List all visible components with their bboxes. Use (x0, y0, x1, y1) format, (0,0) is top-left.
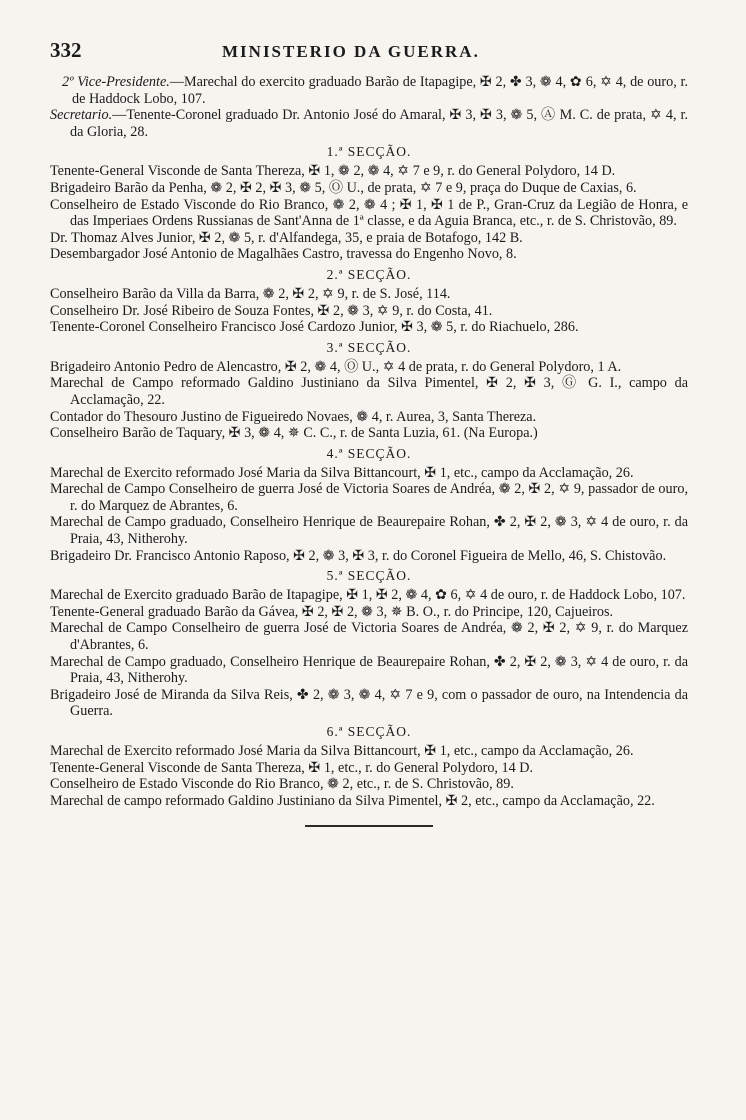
section-heading: 1.ª SECÇÃO. (326, 144, 412, 160)
entry-text: —Tenente-Coronel graduado Dr. Antonio José do Amaral, ✠ 3, ✠ 3, ❁ 5, Ⓐ M. C. de prata, ✡ 4, r. da Gloria, 28. (70, 107, 688, 140)
section-2 (50, 265, 688, 336)
member-entry: Brigadeiro Dr. Francisco Antonio Raposo, ✠ 2, ❁ 3, ✠ 3, r. do Coronel Figueira de Mello, 46, S. Chistovão. (50, 547, 667, 564)
section-3 (50, 338, 688, 442)
member-entry: Conselheiro Dr. José Ribeiro de Souza Fontes, ✠ 2, ❁ 3, ✡ 9, r. do Costa, 41. (50, 302, 493, 319)
member-entry: Conselheiro de Estado Visconde do Rio Branco, ❁ 2, ❁ 4 ; ✠ 1, ✠ 1 de P., Gran-Cruz da Legião de Honra, e das Imperiaes Ordens Russianas de Sant'Anna de 1ª classe, e da Aguia Branca, etc., r. de S. Christovão, 89. (50, 196, 688, 230)
end-rule-divider (305, 825, 433, 827)
member-entry: Conselheiro de Estado Visconde do Rio Branco, ❁ 2, etc., r. de S. Christovão, 89. (50, 776, 514, 793)
member-entry: Marechal de Campo Conselheiro de guerra José de Victoria Soares de Andréa, ❁ 2, ✠ 2, ✡ 9, passador de ouro, r. do Marquez de Abrantes, 6. (50, 481, 688, 514)
member-entry: Tenente-Coronel Conselheiro Francisco José Cardozo Junior, ✠ 3, ❁ 5, r. do Riachuelo, 286. (50, 319, 579, 336)
member-entry: Contador do Thesouro Justino de Figueiredo Novaes, ❁ 4, r. Aurea, 3, Santa Thereza. (50, 408, 537, 425)
section-heading: 3.ª SECÇÃO. (326, 339, 412, 355)
running-title: MINISTERIO DA GUERRA. (222, 42, 480, 61)
section-heading: 4.ª SECÇÃO. (326, 445, 412, 461)
entry-text: —Marechal do exercito graduado Barão de Itapagipe, ✠ 2, ✤ 3, ❁ 4, ✿ 6, ✡ 4, de ouro, r. de Haddock Lobo, 107. (72, 74, 688, 107)
member-entry: Marechal de Exercito reformado José Maria da Silva Bittancourt, ✠ 1, etc., campo da Acclamação, 26. (50, 743, 634, 759)
member-entry: Conselheiro Barão de Taquary, ✠ 3, ❁ 4, ✵ C. C., r. de Santa Luzia, 61. (Na Europa.) (50, 425, 538, 442)
member-entry: Marechal de Exercito graduado Barão de Itapagipe, ✠ 1, ✠ 2, ❁ 4, ✿ 6, ✡ 4 de ouro, r. de Haddock Lobo, 107. (50, 587, 686, 604)
page-number: 332 (50, 38, 82, 62)
member-entry: Tenente-General Visconde de Santa Thereza, ✠ 1, etc., r. do General Polydoro, 14 D. (50, 759, 534, 776)
member-entry: Brigadeiro José de Miranda da Silva Reis, ✤ 2, ❁ 3, ❁ 4, ✡ 7 e 9, com o passador de ouro, na Intendencia da Guerra. (50, 686, 688, 720)
member-entry: Marechal de Campo graduado, Conselheiro Henrique de Beaurepaire Rohan, ✤ 2, ✠ 2, ❁ 3, ✡ 4 de ouro, r. da Praia, 43, Nitherohy. (50, 653, 688, 687)
section-6 (50, 722, 688, 809)
role-label: 2º Vice-Presidente. (62, 74, 170, 90)
member-entry: Brigadeiro Antonio Pedro de Alencastro, ✠ 2, ❁ 4, Ⓞ U., ✡ 4 de prata, r. do General Polydoro, 1 A. (50, 358, 622, 375)
member-entry: Marechal de campo reformado Galdino Justiniano da Silva Pimentel, ✠ 2, etc., campo da Acclamação, 22. (50, 792, 655, 809)
member-entry: Brigadeiro Barão da Penha, ❁ 2, ✠ 2, ✠ 3, ❁ 5, Ⓞ U., de prata, ✡ 7 e 9, praça do Duque de Caxias, 6. (50, 179, 637, 196)
section-heading: 6.ª SECÇÃO. (326, 724, 412, 739)
secretary-entry (50, 107, 688, 140)
section-heading: 5.ª SECÇÃO. (326, 568, 412, 584)
role-label: Secretario. (50, 107, 113, 124)
vice-president-entry (60, 74, 688, 107)
member-entry: Desembargador José Antonio de Magalhães Castro, travessa do Engenho Novo, 8. (50, 246, 517, 263)
member-entry: Marechal de Campo graduado, Conselheiro Henrique de Beaurepaire Rohan, ✤ 2, ✠ 2, ❁ 3, ✡ 4 de ouro, r. da Praia, 43, Nitherohy. (50, 514, 688, 548)
member-entry: Dr. Thomaz Alves Junior, ✠ 2, ❁ 5, r. d'Alfandega, 35, e praia de Botafogo, 142 B. (50, 229, 523, 246)
member-entry: Marechal de Exercito reformado José Maria da Silva Bittancourt, ✠ 1, etc., campo da Acclamação, 26. (50, 464, 634, 481)
section-4 (50, 444, 688, 565)
section-1 (50, 142, 688, 263)
member-entry: Marechal de Campo Conselheiro de guerra José de Victoria Soares de Andréa, ❁ 2, ✠ 2, ✡ 9, r. do Marquez d'Abrantes, 6. (50, 620, 688, 654)
member-entry: Conselheiro Barão da Villa da Barra, ❁ 2, ✠ 2, ✡ 9, r. de S. José, 114. (50, 285, 451, 302)
section-heading: 2.ª SECÇÃO. (326, 266, 412, 282)
member-entry: Marechal de Campo reformado Galdino Justiniano da Silva Pimentel, ✠ 2, ✠ 3, Ⓖ G. I., campo da Acclamação, 22. (50, 375, 688, 408)
page-header (50, 38, 688, 74)
member-entry: Tenente-General Visconde de Santa Thereza, ✠ 1, ❁ 2, ❁ 4, ✡ 7 e 9, r. do General Polydoro, 14 D. (50, 163, 616, 180)
section-5 (50, 566, 688, 720)
member-entry: Tenente-General graduado Barão da Gávea, ✠ 2, ✠ 2, ❁ 3, ✵ B. O., r. do Principe, 120, Cajueiros. (50, 603, 614, 620)
